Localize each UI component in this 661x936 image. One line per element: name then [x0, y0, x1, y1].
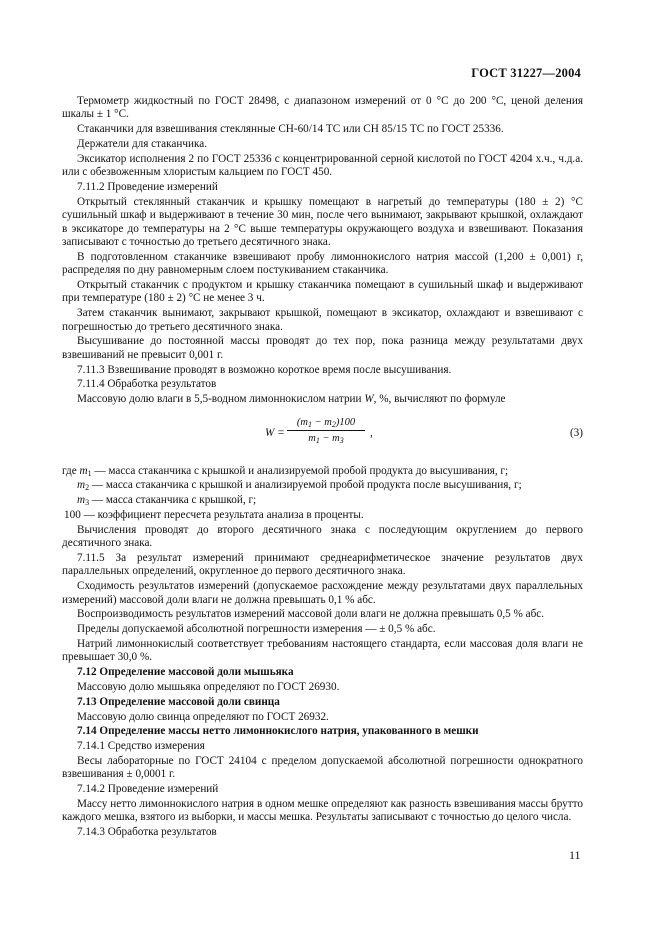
- paragraph: Открытый стаканчик с продуктом и крышку стаканчика помещают в сушильный шкаф и выдерживают при температуре (180 ± 2) °С не менее 3 ч.: [62, 279, 583, 305]
- paragraph: Весы лабораторные по ГОСТ 24104 с пределом допускаемой абсолютной погрешности однократного взвешивания ± 0,0001 г.: [62, 755, 583, 781]
- paragraph: Эксикатор исполнения 2 по ГОСТ 25336 с концентрированной серной кислотой по ГОСТ 4204 х.ч., ч.д.а. или с обезвоженным хлористым кальцием по ГОСТ 450.: [62, 152, 583, 179]
- paragraph: Массу нетто лимоннокислого натрия в одном мешке определяют как разность взвешивания массы брутто каждого мешка, взятого из выборки, и массы мешка. Результаты записывают с точностью до целого числа.: [62, 798, 583, 824]
- paragraph: Пределы допускаемой абсолютной погрешности измерения — ± 0,5 % абс.: [77, 623, 436, 636]
- definition-coefficient: 100 — коэффициент пересчета результата анализа в проценты.: [64, 509, 364, 522]
- paragraph: 7.11.5 За результат измерений принимают среднеарифметическое значение результатов двух параллельных определений, округленное до первого десятичного знака.: [62, 552, 583, 578]
- paragraph: Массовую долю мышьяка определяют по ГОСТ 26930.: [77, 681, 340, 694]
- subsection-heading: 7.11.4 Обработка результатов: [77, 378, 217, 391]
- formula-lhs: W =: [265, 426, 285, 439]
- paragraph: Натрий лимоннокислый соответствует требованиям настоящего стандарта, если массовая доля влаги не превышает 30,0 %.: [62, 638, 583, 664]
- formula-numerator: $(m_1 - m_2)100$: [287, 416, 365, 431]
- section-heading-7-14: 7.14 Определение массы нетто лимоннокислого натрия, упакованного в мешки: [77, 725, 479, 738]
- paragraph: Воспроизводимость результатов измерений массовой доли влаги не должна превышать 0,5 % абс.: [77, 608, 545, 621]
- definition-m1: где $m_1$ — масса стаканчика с крышкой и анализируемой пробой продукта до высушивания, г;: [62, 464, 509, 478]
- paragraph: Держатели для стаканчика.: [77, 138, 207, 150]
- section-heading-7-12: 7.12 Определение массовой доли мышьяка: [77, 666, 294, 679]
- paragraph: В подготовленном стаканчике взвешивают пробу лимоннокислого натрия массой (1,200 ± 0,001) г, распределяя по дну равномерным слоем постукиванием стаканчика.: [62, 250, 583, 277]
- subsection-heading: 7.14.2 Проведение измерений: [77, 783, 219, 796]
- section-heading-7-13: 7.13 Определение массовой доли свинца: [77, 695, 280, 708]
- formula-intro: Массовую долю влаги в 5,5-водном лимоннокислом натрии W, %, вычисляют по формуле: [77, 393, 506, 406]
- definition-m2: $m_2$ — масса стаканчика с крышкой и анализируемой пробой продукта после высушивания, г;: [77, 479, 522, 493]
- document-header: ГОСТ 31227—2004: [471, 66, 581, 80]
- formula-fraction: [287, 416, 365, 446]
- document-body: [62, 95, 583, 841]
- paragraph: Массовую долю свинца определяют по ГОСТ 26932.: [77, 710, 329, 723]
- paragraph: Стаканчики для взвешивания стеклянные СН-60/14 ТС или СН 85/15 ТС по ГОСТ 25336.: [77, 123, 504, 136]
- paragraph: Высушивание до постоянной массы проводят до тех пор, пока разница между результатами двух взвешиваний не превысит 0,001 г.: [62, 335, 583, 361]
- subsection-heading: 7.14.3 Обработка результатов: [77, 826, 217, 839]
- definition-m3: $m_3$ — масса стаканчика с крышкой, г;: [77, 494, 257, 508]
- paragraph: 7.11.3 Взвешивание проводят в возможно короткое время после высушивания.: [77, 363, 452, 376]
- paragraph: Вычисления проводят до второго десятичного знака с последующим округлением до первого десятичного знака.: [62, 523, 583, 550]
- page-number: 11: [569, 848, 581, 862]
- paragraph: Сходимость результатов измерений (допускаемое расхождение между результатами двух параллельных измерений) массовой доли влаги не должна превышать 0,1 % абс.: [62, 580, 583, 606]
- formula-number: (3): [569, 426, 583, 439]
- formula-denominator: $m_1 - m_3$: [308, 433, 344, 446]
- paragraph: Открытый стеклянный стаканчик и крышку помещают в нагретый до температуры (180 ± 2) °С сушильный шкаф и выдерживают в течение 30 мин, после чего вынимают, закрывают крышкой, охлаждают в эксикаторе до температуры на 2 °С выше температуры окружающего воздуха и взвешивают. Показания записывают с точностью до третьего десятичного знака.: [62, 195, 583, 249]
- paragraph: Затем стаканчик вынимают, закрывают крышкой, помещают в эксикатор, охлаждают и взвешивают с погрешностью до третьего десятичного знака.: [62, 307, 583, 333]
- subsection-heading: 7.11.2 Проведение измерений: [77, 181, 218, 193]
- subsection-heading: 7.14.1 Средство измерения: [77, 740, 205, 753]
- paragraph: Термометр жидкостный по ГОСТ 28498, с диапазоном измерений от 0 °С до 200 °С, ценой деления шкалы ± 1 °С.: [62, 95, 583, 121]
- formula-3: W = $\frac{(m_1 - m_2)100}{m_1 - m_3}$ , (3): [265, 416, 583, 446]
